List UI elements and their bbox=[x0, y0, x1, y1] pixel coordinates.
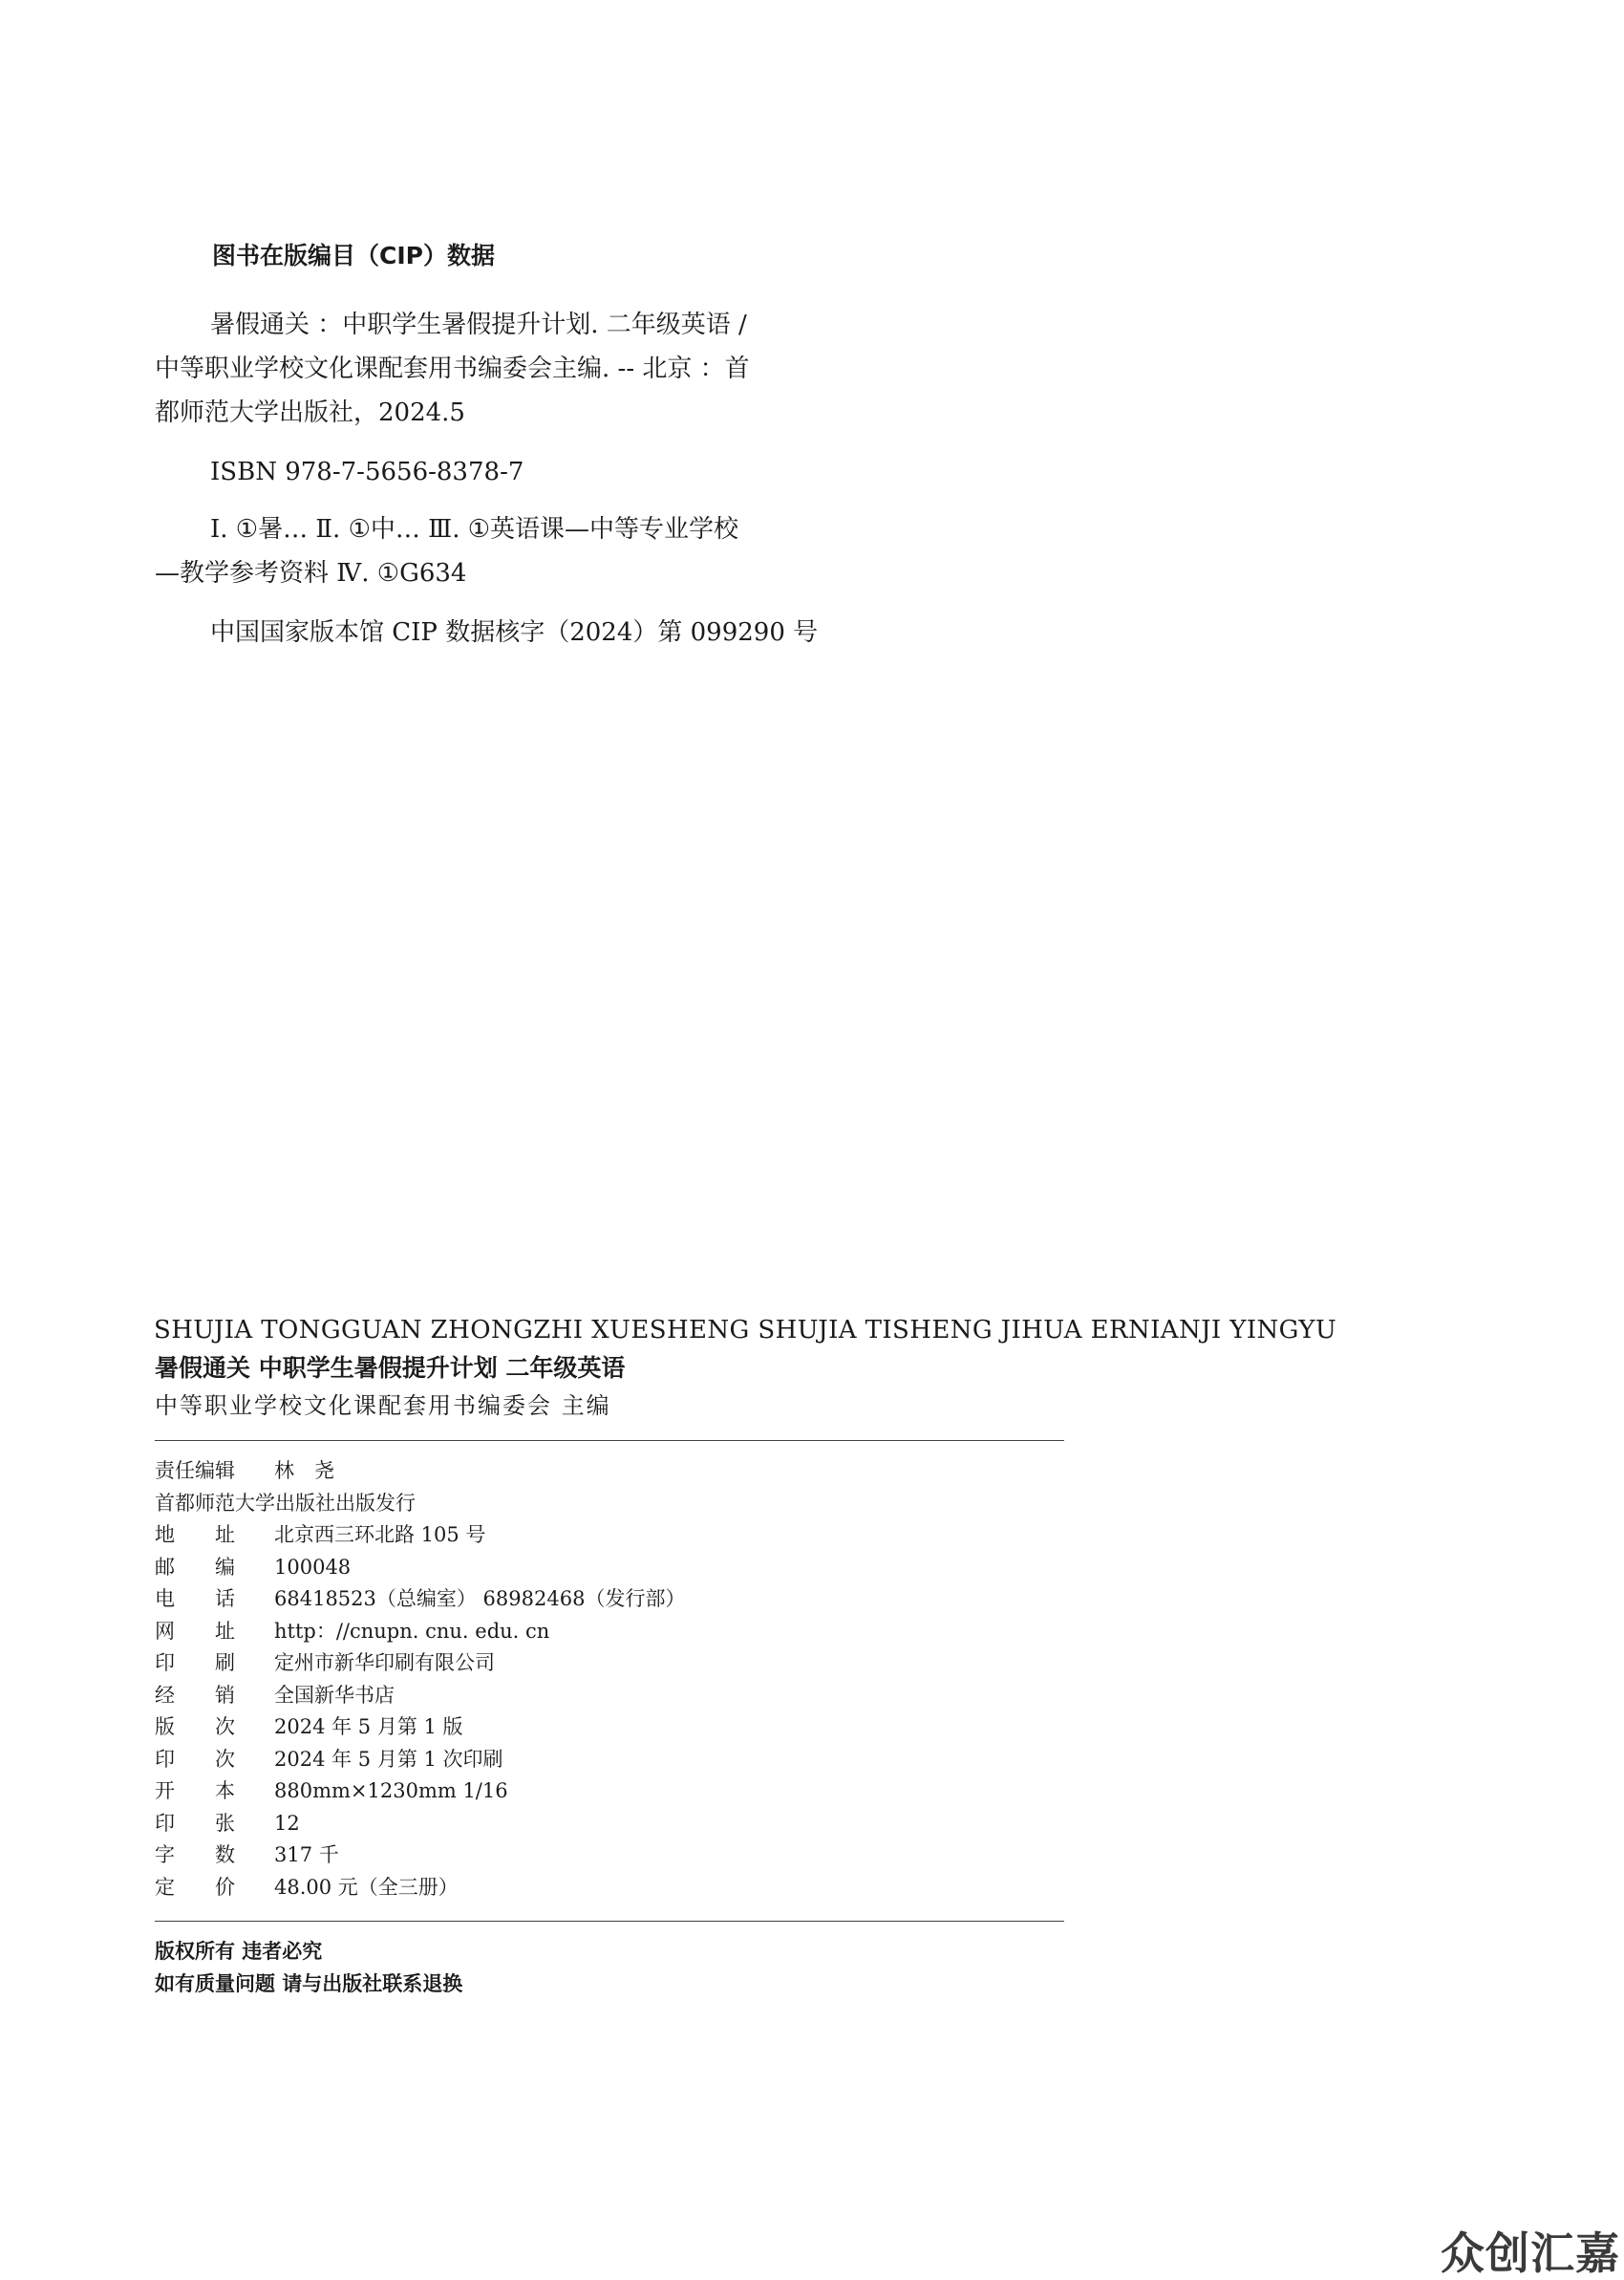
info-label: 印 刷 bbox=[155, 1651, 235, 1674]
info-label: 责任编辑 bbox=[155, 1459, 235, 1482]
info-label: 印 张 bbox=[155, 1811, 235, 1835]
info-label: 定 价 bbox=[155, 1875, 235, 1899]
info-row bbox=[155, 1680, 1015, 1712]
editor-line: 中等职业学校文化课配套用书编委会 主编 bbox=[155, 1392, 611, 1419]
info-value: 2024 年 5 月第 1 次印刷 bbox=[274, 1747, 503, 1771]
info-row bbox=[155, 1775, 1015, 1808]
divider-bottom bbox=[155, 1921, 1064, 1922]
cip-title: 图书在版编目（CIP）数据 bbox=[212, 242, 495, 269]
info-value: 100048 bbox=[274, 1555, 352, 1579]
watermark-logo: 众创汇嘉 bbox=[1441, 2227, 1620, 2279]
rights-line: 如有质量问题 请与出版社联系退换 bbox=[155, 1972, 463, 1995]
info-label: 字 数 bbox=[155, 1843, 235, 1866]
info-row bbox=[155, 1455, 1015, 1488]
info-value: 48.00 元（全三册） bbox=[274, 1875, 459, 1899]
info-value: 首都师范大学出版社出版发行 bbox=[155, 1491, 416, 1515]
info-row bbox=[155, 1872, 1015, 1904]
info-row bbox=[155, 1808, 1015, 1840]
cip-classification-line: Ⅰ. ①暑… Ⅱ. ①中… Ⅲ. ①英语课—中等专业学校 bbox=[210, 515, 739, 544]
rights-line: 版权所有 违者必究 bbox=[155, 1940, 323, 1963]
cip-entry-line: 暑假通关 ：中职学生暑假提升计划. 二年级英语 / bbox=[210, 311, 747, 339]
info-value: 北京西三环北路 105 号 bbox=[274, 1523, 486, 1546]
info-row bbox=[155, 1839, 1015, 1872]
info-label: 印 次 bbox=[155, 1747, 235, 1771]
info-value: 12 bbox=[274, 1811, 300, 1835]
info-label: 开 本 bbox=[155, 1779, 235, 1802]
chinese-title: 暑假通关 中职学生暑假提升计划 二年级英语 bbox=[155, 1354, 626, 1382]
info-row bbox=[155, 1744, 1015, 1776]
cip-entry-line: 中等职业学校文化课配套用书编委会主编. -- 北京 ：首 bbox=[155, 355, 750, 383]
info-label: 地 址 bbox=[155, 1523, 235, 1546]
info-row bbox=[155, 1488, 1015, 1520]
info-value: 定州市新华印刷有限公司 bbox=[274, 1651, 495, 1674]
info-label: 经 销 bbox=[155, 1683, 235, 1707]
cip-isbn: ISBN 978-7-5656-8378-7 bbox=[210, 458, 524, 486]
cip-classification-line: —教学参考资料 Ⅳ. ①G634 bbox=[155, 559, 467, 588]
info-label: 电 话 bbox=[155, 1587, 235, 1610]
info-row bbox=[155, 1519, 1015, 1552]
pinyin-title: SHUJIA TONGGUAN ZHONGZHI XUESHENG SHUJIA TISHENG JIHUA ERNIANJI YINGYU bbox=[154, 1316, 1337, 1344]
info-label: 邮 编 bbox=[155, 1555, 235, 1579]
info-value: 68418523（总编室） 68982468（发行部） bbox=[274, 1587, 686, 1610]
info-label: 网 址 bbox=[155, 1619, 235, 1643]
info-row bbox=[155, 1647, 1015, 1680]
info-value: 880mm×1230mm 1/16 bbox=[274, 1779, 508, 1802]
info-row bbox=[155, 1583, 1015, 1616]
info-row bbox=[155, 1616, 1015, 1648]
rights-notice bbox=[155, 1935, 462, 2000]
info-value: 全国新华书店 bbox=[274, 1683, 395, 1707]
info-row bbox=[155, 1552, 1015, 1584]
info-value: 317 千 bbox=[274, 1843, 339, 1866]
cip-core-record: 中国国家版本馆 CIP 数据核字（2024）第 099290 号 bbox=[210, 618, 819, 647]
publication-info bbox=[155, 1455, 1015, 1904]
info-value: 林 尧 bbox=[274, 1459, 334, 1482]
cip-entry-line: 都师范大学出版社，2024.5 bbox=[155, 398, 465, 427]
info-value: http：//cnupn. cnu. edu. cn bbox=[274, 1619, 550, 1643]
info-value: 2024 年 5 月第 1 版 bbox=[274, 1715, 463, 1738]
info-label: 版 次 bbox=[155, 1715, 235, 1738]
info-row bbox=[155, 1711, 1015, 1744]
divider-top bbox=[155, 1440, 1064, 1441]
